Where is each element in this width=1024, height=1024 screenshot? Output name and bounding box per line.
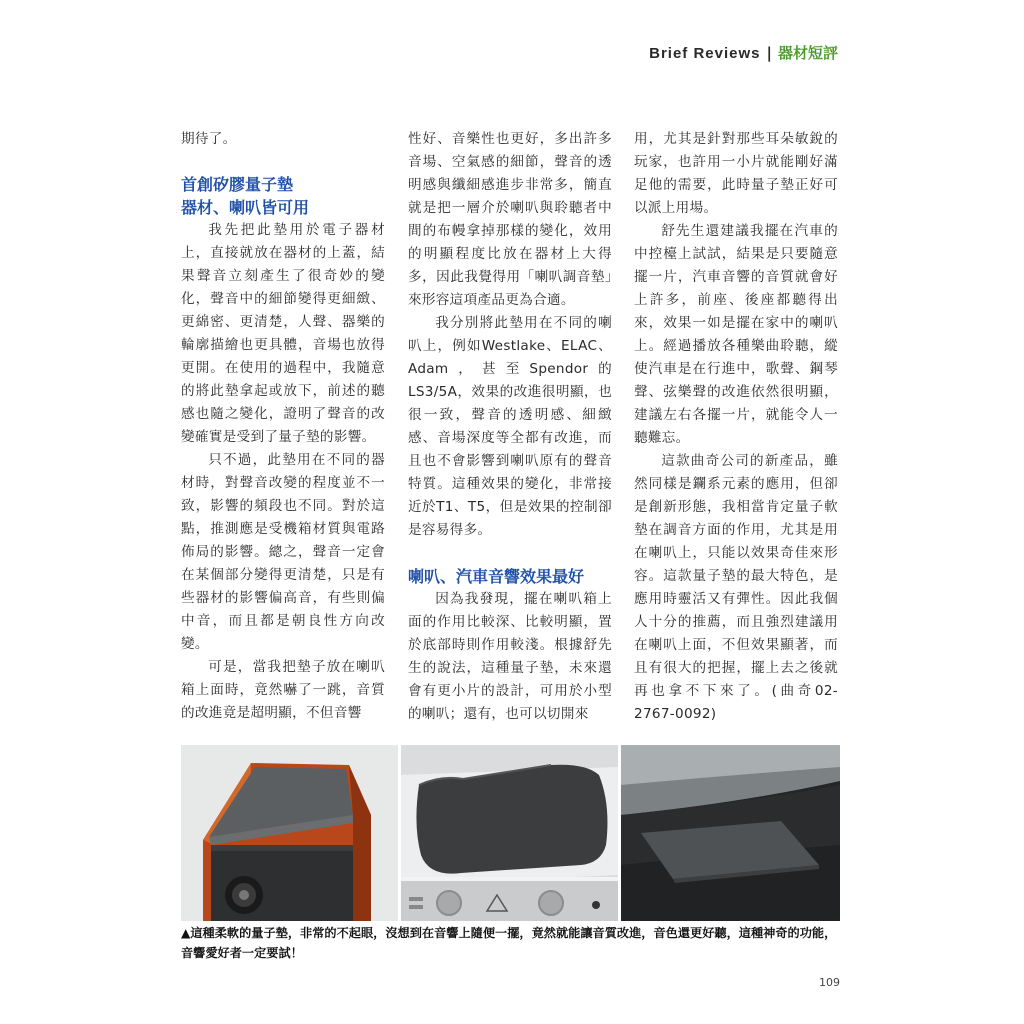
- photo-amplifier-with-pad: [401, 745, 618, 921]
- text-column-3: [634, 128, 838, 726]
- photo-caption: ▲這種柔軟的量子墊，非常的不起眼，沒想到在音響上隨便一擺，竟然就能讓音質改進，音色還更好聽，這種神奇的功能，音響愛好者一定要試！: [181, 926, 837, 960]
- text-column-1: [181, 128, 385, 725]
- photo-strip: [181, 745, 840, 921]
- paragraph: 只不過，此墊用在不同的器材時，對聲音改變的程度並不一致，影響的頻段也不同。對於這點，推測應是受機箱材質與電路佈局的影響。總之，聲音一定會在某個部分變得更清楚，只是有些器材的影響偏高音，有些則偏中音，而且都是朝良性方向改變。: [181, 452, 385, 652]
- subheading: 喇叭、汽車音響效果最好: [408, 567, 585, 586]
- photo-speaker-with-pad: [181, 745, 398, 921]
- paragraph: 因為我發現，擺在喇叭箱上面的作用比較深、比較明顯，置於底部時則作用較淺。根據舒先生的說法，這種量子墊，未來還會有更小片的設計，可用於小型的喇叭；還有，也可以切開來: [408, 591, 612, 722]
- section-separator: |: [766, 44, 772, 62]
- section-header: [649, 42, 838, 63]
- paragraph: 用，尤其是針對那些耳朵敏銳的玩家，也許用一小片就能剛好滿足他的需要，此時量子墊正好可以派上用場。: [634, 131, 838, 216]
- paragraph: 性好、音樂性也更好，多出許多音場、空氣感的細節，聲音的透明感與纖細感進步非常多，簡直就是把一層介於喇叭與聆聽者中間的布幔拿掉那樣的變化，效用的明顯程度比放在器材上大得多，因此我覺得用「喇叭調音墊」來形容這項產品更為合適。: [408, 131, 612, 308]
- subheading: 器材、喇叭皆可用: [181, 198, 310, 217]
- paragraph: 這款曲奇公司的新產品，雖然同樣是鑭系元素的應用，但卻是創新形態，我相當肯定量子軟墊在調音方面的作用，尤其是用在喇叭上，只能以效果奇佳來形容。這款量子墊的最大特色，是應用時靈活又有彈性。因此我個人十分的推薦，而且強烈建議用在喇叭上面，不但效果顯著，而且有很大的把握，擺上去之後就再也拿不下來了。(曲奇02-2767-0092): [634, 453, 838, 722]
- section-title-en: Brief Reviews: [649, 45, 761, 62]
- paragraph: 舒先生還建議我擺在汽車的中控檯上試試，結果是只要隨意擺一片，汽車音響的音質就會好上許多，前座、後座都聽得出來，效果一如是擺在家中的喇叭上。經過播放各種樂曲聆聽，縱使汽車是在行進中，歌聲、鋼琴聲、弦樂聲的改進依然很明顯，建議左右各擺一片，就能令人一聽難忘。: [634, 223, 838, 446]
- paragraph: 我先把此墊用於電子器材上，直接就放在器材的上蓋，結果聲音立刻產生了很奇妙的變化，聲音中的細節變得更細緻、更綿密、更清楚，人聲、器樂的輪廓描繪也更具體，音場也放得更開。在使用的過程中，我隨意的將此墊拿起或放下，前述的聽感也隨之變化，證明了聲音的改變確實是受到了量子墊的影響。: [181, 222, 385, 445]
- text-column-2: [408, 128, 612, 726]
- subheading: 首創矽膠量子墊: [181, 175, 294, 194]
- paragraph: 我分別將此墊用在不同的喇叭上，例如Westlake、ELAC、Adam，甚至Spendor的LS3/5A，效果的改進很明顯，也很一致，聲音的透明感、細緻感、音場深度等全都有改進，而且也不會影響到喇叭原有的聲音特質。這種效果的變化，非常接近於T1、T5，但是效果的控制卻是容易得多。: [408, 315, 612, 538]
- page-number: 109: [819, 976, 840, 989]
- paragraph: 可是，當我把墊子放在喇叭箱上面時，竟然嚇了一跳，音質的改進竟是超明顯，不但音響: [181, 659, 385, 721]
- photo-car-dashboard-with-pad: [621, 745, 840, 921]
- paragraph: 期待了。: [181, 131, 237, 147]
- section-title-zh: 器材短評: [777, 44, 838, 62]
